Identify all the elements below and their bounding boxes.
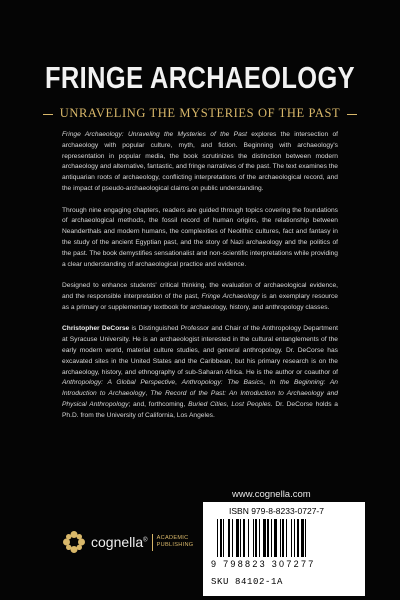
publisher-imprint: ACADEMIC PUBLISHING xyxy=(156,535,194,548)
book-title-italic: Fringe Archaeology: Unraveling the Mysteries of the Past xyxy=(62,131,247,138)
barcode-bar xyxy=(267,519,269,557)
author-book-title: In the Beginning: An Introduction to Archaeology xyxy=(62,379,338,398)
barcode-bar xyxy=(305,519,306,557)
subtitle-right-dash xyxy=(347,114,357,115)
barcode-bar xyxy=(223,519,224,557)
barcode-panel xyxy=(203,502,365,596)
barcode-bar xyxy=(228,519,230,557)
barcode-bar xyxy=(294,519,295,557)
author-bio-paragraph: Christopher DeCorse is Distinguished Professor and Chair of the Anthropology Department at Syracuse University. He is an archaeologist interested in the cultural entanglements of the early modern world, material culture studies, and general anthropology. Dr. DeCorse has excavated sites in the United States and the Caribbean, but his primary research is on the archaeology, history, and ethnography of sub-Saharan Africa. He is the author or coauthor of Anthropology: A Global Perspective, Anthropology: The Basics, In the Beginning: An Introduction to Archaeology, The Record of the Past: An Introduction to Archaeology and Physical Anthropology; and, forthcoming, Buried Cities, Lost Peoples. Dr. DeCorse holds a Ph.D. from the University of California, Los Angeles. xyxy=(62,325,339,419)
author-book-title: The Record of the Past: An Introduction to Archaeology and Physical Anthropology xyxy=(62,390,338,408)
barcode-bar xyxy=(271,519,272,557)
barcode-bar xyxy=(297,519,299,557)
barcode-bar xyxy=(291,519,292,557)
description-text-block xyxy=(62,130,338,432)
barcode-bar xyxy=(282,519,284,557)
description-paragraph-2: Through nine engaging chapters, readers are guided through topics covering the foundations of archaeological methods, the fossil record of human origins, the relationship between Neanderthals and modern humans, the complexities of Neolithic cultures, fact and fantasy in the study of the ancient Egyptian past, and the story of Nazi archaeology and the politics of the past. The book demystifies sensationalist and non-scientific interpretations while providing a clear understanding of archaeological practice and evidence. xyxy=(62,206,338,268)
barcode-bar xyxy=(217,519,218,557)
author-book-title: Buried Cities, Lost Peoples xyxy=(188,400,271,408)
barcode-bar xyxy=(263,519,266,557)
logo-divider xyxy=(152,534,153,551)
book-title: FRINGE ARCHAEOLOGY xyxy=(44,60,356,95)
barcode-bar xyxy=(274,519,277,557)
barcode-bar xyxy=(255,519,257,557)
author-book-title: Anthropology: A Global Perspective xyxy=(62,379,176,387)
barcode-bar xyxy=(286,519,287,557)
subtitle-left-dash xyxy=(43,114,53,115)
trademark-symbol: ® xyxy=(143,537,148,544)
barcode-bar xyxy=(259,519,260,557)
barcode-digits: 9 798823 307277 xyxy=(211,559,316,569)
barcode-bar xyxy=(220,519,222,557)
publisher-website: www.cognella.com xyxy=(232,489,311,500)
book-subtitle-row xyxy=(0,106,400,121)
cognella-flower-logo-icon xyxy=(62,530,86,554)
barcode-bar xyxy=(280,519,281,557)
description-paragraph-1: Fringe Archaeology: Unraveling the Mysteries of the Past explores the intersection of archaeology with popular culture, myth, and fiction. Beginning with archaeology's representation in popular media, the book scrutinizes the distinction between modern archaeology and alternative, fantastic, and fringe narratives of the past. The text examines the antiquarian roots of archaeology, conflicting interpretations of the archaeological record, and the impact of pseudo-archaeological claims on public understanding. xyxy=(62,131,338,192)
isbn-label: ISBN 979-8-8233-0727-7 xyxy=(229,506,324,516)
barcode-bar xyxy=(232,519,233,557)
barcode-bar xyxy=(248,519,249,557)
barcode-bar xyxy=(240,519,241,557)
barcode-bars xyxy=(217,519,353,557)
barcode-bar xyxy=(301,519,304,557)
book-subtitle: UNRAVELING THE MYSTERIES OF THE PAST xyxy=(59,106,341,120)
author-book-title: Anthropology: The Basics xyxy=(181,379,264,387)
description-paragraph-3: Designed to enhance students' critical thinking, the evaluation of archaeological evidence, and the responsible interpretation of the past, Fringe Archaeology is an exemplary resource as a primary or supplementary textbook for archaeology, history, and anthropology classes. xyxy=(62,282,338,311)
publisher-name: cognella® xyxy=(91,534,148,550)
author-name: Christopher DeCorse xyxy=(62,325,130,333)
barcode-bar xyxy=(253,519,254,557)
sku-label: SKU 84102-1A xyxy=(211,577,284,587)
barcode-bar xyxy=(236,519,239,557)
publisher-logo xyxy=(62,530,193,554)
barcode-bar xyxy=(243,519,245,557)
